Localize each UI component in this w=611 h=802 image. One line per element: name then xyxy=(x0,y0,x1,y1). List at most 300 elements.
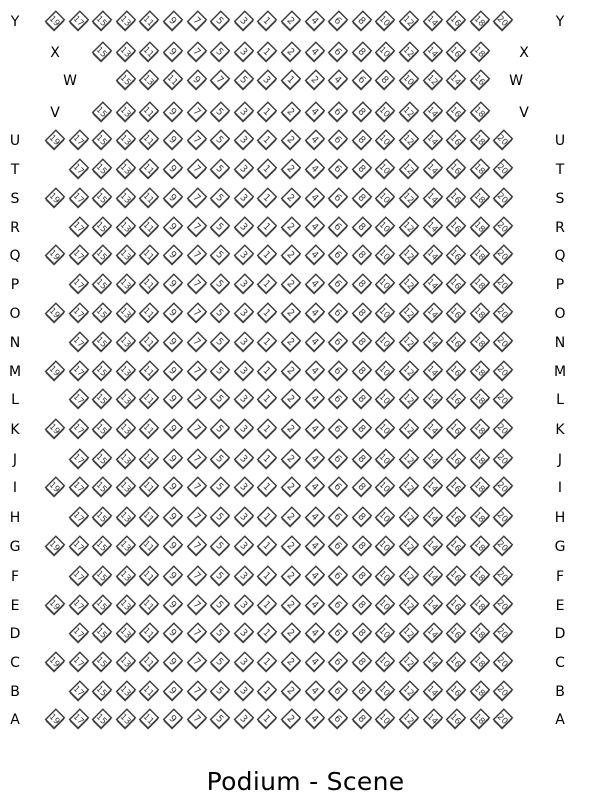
seat-t-7[interactable] xyxy=(185,158,209,182)
seat-l-17[interactable] xyxy=(67,388,91,412)
seat-j-8[interactable] xyxy=(350,448,374,472)
seat-y-9[interactable] xyxy=(161,10,185,34)
seat-i-10[interactable] xyxy=(373,476,397,500)
seat-d-10[interactable] xyxy=(373,622,397,646)
seat-c-8[interactable] xyxy=(350,651,374,675)
seat-i-16[interactable] xyxy=(444,476,468,500)
seat-k-20[interactable] xyxy=(491,418,515,442)
seat-u-17[interactable] xyxy=(67,129,91,153)
seat-c-7[interactable] xyxy=(185,651,209,675)
seat-x-10[interactable] xyxy=(373,41,397,65)
seat-u-3[interactable] xyxy=(232,129,256,153)
seat-r-2[interactable] xyxy=(279,216,303,240)
seat-x-13[interactable] xyxy=(114,41,138,65)
seat-e-16[interactable] xyxy=(444,594,468,618)
seat-j-18[interactable] xyxy=(468,448,492,472)
seat-p-12[interactable] xyxy=(397,273,421,297)
seat-d-20[interactable] xyxy=(491,622,515,646)
seat-n-10[interactable] xyxy=(373,331,397,355)
seat-k-19[interactable] xyxy=(43,418,67,442)
seat-g-8[interactable] xyxy=(350,535,374,559)
seat-b-3[interactable] xyxy=(232,680,256,704)
seat-e-9[interactable] xyxy=(161,594,185,618)
seat-q-12[interactable] xyxy=(397,244,421,268)
seat-b-13[interactable] xyxy=(114,680,138,704)
seat-c-20[interactable] xyxy=(491,651,515,675)
seat-r-16[interactable] xyxy=(444,216,468,240)
seat-s-5[interactable] xyxy=(208,187,232,211)
seat-n-17[interactable] xyxy=(67,331,91,355)
seat-o-10[interactable] xyxy=(373,302,397,326)
seat-n-9[interactable] xyxy=(161,331,185,355)
seat-e-3[interactable] xyxy=(232,594,256,618)
seat-k-5[interactable] xyxy=(208,418,232,442)
seat-q-5[interactable] xyxy=(208,244,232,268)
seat-x-15[interactable] xyxy=(90,41,114,65)
seat-p-16[interactable] xyxy=(444,273,468,297)
seat-y-10[interactable] xyxy=(373,10,397,34)
seat-n-13[interactable] xyxy=(114,331,138,355)
seat-a-2[interactable] xyxy=(279,708,303,732)
seat-g-16[interactable] xyxy=(444,535,468,559)
seat-k-3[interactable] xyxy=(232,418,256,442)
seat-e-13[interactable] xyxy=(114,594,138,618)
seat-i-3[interactable] xyxy=(232,476,256,500)
seat-e-20[interactable] xyxy=(491,594,515,618)
seat-m-9[interactable] xyxy=(161,360,185,384)
seat-r-11[interactable] xyxy=(137,216,161,240)
seat-n-18[interactable] xyxy=(468,331,492,355)
seat-i-20[interactable] xyxy=(491,476,515,500)
seat-r-6[interactable] xyxy=(326,216,350,240)
seat-p-14[interactable] xyxy=(421,273,445,297)
seat-d-12[interactable] xyxy=(397,622,421,646)
seat-k-1[interactable] xyxy=(255,418,279,442)
seat-j-12[interactable] xyxy=(397,448,421,472)
seat-m-8[interactable] xyxy=(350,360,374,384)
seat-p-3[interactable] xyxy=(232,273,256,297)
seat-w-8[interactable] xyxy=(373,69,397,93)
seat-k-4[interactable] xyxy=(303,418,327,442)
seat-g-11[interactable] xyxy=(137,535,161,559)
seat-f-15[interactable] xyxy=(90,565,114,589)
seat-l-10[interactable] xyxy=(373,388,397,412)
seat-c-12[interactable] xyxy=(397,651,421,675)
seat-a-3[interactable] xyxy=(232,708,256,732)
seat-h-6[interactable] xyxy=(326,506,350,530)
seat-l-15[interactable] xyxy=(90,388,114,412)
seat-s-7[interactable] xyxy=(185,187,209,211)
seat-m-14[interactable] xyxy=(421,360,445,384)
seat-o-8[interactable] xyxy=(350,302,374,326)
seat-r-17[interactable] xyxy=(67,216,91,240)
seat-l-7[interactable] xyxy=(185,388,209,412)
seat-b-16[interactable] xyxy=(444,680,468,704)
seat-u-1[interactable] xyxy=(255,129,279,153)
seat-r-15[interactable] xyxy=(90,216,114,240)
seat-b-11[interactable] xyxy=(137,680,161,704)
seat-s-9[interactable] xyxy=(161,187,185,211)
seat-i-1[interactable] xyxy=(255,476,279,500)
seat-e-1[interactable] xyxy=(255,594,279,618)
seat-l-20[interactable] xyxy=(491,388,515,412)
seat-p-6[interactable] xyxy=(326,273,350,297)
seat-e-17[interactable] xyxy=(67,594,91,618)
seat-l-9[interactable] xyxy=(161,388,185,412)
seat-u-14[interactable] xyxy=(421,129,445,153)
seat-g-3[interactable] xyxy=(232,535,256,559)
seat-y-11[interactable] xyxy=(137,10,161,34)
seat-p-15[interactable] xyxy=(90,273,114,297)
seat-v-14[interactable] xyxy=(421,101,445,125)
seat-o-20[interactable] xyxy=(491,302,515,326)
seat-y-1[interactable] xyxy=(255,10,279,34)
seat-b-9[interactable] xyxy=(161,680,185,704)
seat-p-1[interactable] xyxy=(255,273,279,297)
seat-p-17[interactable] xyxy=(67,273,91,297)
seat-t-14[interactable] xyxy=(421,158,445,182)
seat-p-7[interactable] xyxy=(185,273,209,297)
seat-d-11[interactable] xyxy=(137,622,161,646)
seat-x-4[interactable] xyxy=(303,41,327,65)
seat-w-1[interactable] xyxy=(279,69,303,93)
seat-y-18[interactable] xyxy=(468,10,492,34)
seat-e-10[interactable] xyxy=(373,594,397,618)
seat-k-7[interactable] xyxy=(185,418,209,442)
seat-r-7[interactable] xyxy=(185,216,209,240)
seat-c-13[interactable] xyxy=(114,651,138,675)
seat-n-20[interactable] xyxy=(491,331,515,355)
seat-v-16[interactable] xyxy=(444,101,468,125)
seat-a-19[interactable] xyxy=(43,708,67,732)
seat-h-9[interactable] xyxy=(161,506,185,530)
seat-l-4[interactable] xyxy=(303,388,327,412)
seat-g-18[interactable] xyxy=(468,535,492,559)
seat-s-8[interactable] xyxy=(350,187,374,211)
seat-c-9[interactable] xyxy=(161,651,185,675)
seat-q-13[interactable] xyxy=(114,244,138,268)
seat-p-18[interactable] xyxy=(468,273,492,297)
seat-i-12[interactable] xyxy=(397,476,421,500)
seat-a-16[interactable] xyxy=(444,708,468,732)
seat-c-11[interactable] xyxy=(137,651,161,675)
seat-a-17[interactable] xyxy=(67,708,91,732)
seat-n-16[interactable] xyxy=(444,331,468,355)
seat-t-20[interactable] xyxy=(491,158,515,182)
seat-l-12[interactable] xyxy=(397,388,421,412)
seat-y-8[interactable] xyxy=(350,10,374,34)
seat-m-6[interactable] xyxy=(326,360,350,384)
seat-q-20[interactable] xyxy=(491,244,515,268)
seat-s-12[interactable] xyxy=(397,187,421,211)
seat-e-2[interactable] xyxy=(279,594,303,618)
seat-u-18[interactable] xyxy=(468,129,492,153)
seat-o-1[interactable] xyxy=(255,302,279,326)
seat-f-13[interactable] xyxy=(114,565,138,589)
seat-q-17[interactable] xyxy=(67,244,91,268)
seat-d-8[interactable] xyxy=(350,622,374,646)
seat-g-13[interactable] xyxy=(114,535,138,559)
seat-u-15[interactable] xyxy=(90,129,114,153)
seat-u-4[interactable] xyxy=(303,129,327,153)
seat-o-4[interactable] xyxy=(303,302,327,326)
seat-j-9[interactable] xyxy=(161,448,185,472)
seat-n-14[interactable] xyxy=(421,331,445,355)
seat-a-18[interactable] xyxy=(468,708,492,732)
seat-q-11[interactable] xyxy=(137,244,161,268)
seat-l-11[interactable] xyxy=(137,388,161,412)
seat-v-12[interactable] xyxy=(397,101,421,125)
seat-d-4[interactable] xyxy=(303,622,327,646)
seat-h-14[interactable] xyxy=(421,506,445,530)
seat-y-19[interactable] xyxy=(43,10,67,34)
seat-v-18[interactable] xyxy=(468,101,492,125)
seat-j-17[interactable] xyxy=(67,448,91,472)
seat-c-15[interactable] xyxy=(90,651,114,675)
seat-x-9[interactable] xyxy=(161,41,185,65)
seat-c-6[interactable] xyxy=(326,651,350,675)
seat-p-4[interactable] xyxy=(303,273,327,297)
seat-x-14[interactable] xyxy=(421,41,445,65)
seat-e-11[interactable] xyxy=(137,594,161,618)
seat-i-4[interactable] xyxy=(303,476,327,500)
seat-j-3[interactable] xyxy=(232,448,256,472)
seat-t-10[interactable] xyxy=(373,158,397,182)
seat-g-12[interactable] xyxy=(397,535,421,559)
seat-y-12[interactable] xyxy=(397,10,421,34)
seat-v-6[interactable] xyxy=(326,101,350,125)
seat-i-11[interactable] xyxy=(137,476,161,500)
seat-t-13[interactable] xyxy=(114,158,138,182)
seat-m-1[interactable] xyxy=(255,360,279,384)
seat-s-2[interactable] xyxy=(279,187,303,211)
seat-a-10[interactable] xyxy=(373,708,397,732)
seat-c-19[interactable] xyxy=(43,651,67,675)
seat-q-1[interactable] xyxy=(255,244,279,268)
seat-o-2[interactable] xyxy=(279,302,303,326)
seat-r-5[interactable] xyxy=(208,216,232,240)
seat-m-17[interactable] xyxy=(67,360,91,384)
seat-w-9[interactable] xyxy=(185,69,209,93)
seat-b-6[interactable] xyxy=(326,680,350,704)
seat-i-14[interactable] xyxy=(421,476,445,500)
seat-a-12[interactable] xyxy=(397,708,421,732)
seat-f-16[interactable] xyxy=(444,565,468,589)
seat-k-8[interactable] xyxy=(350,418,374,442)
seat-s-16[interactable] xyxy=(444,187,468,211)
seat-e-5[interactable] xyxy=(208,594,232,618)
seat-x-18[interactable] xyxy=(468,41,492,65)
seat-c-17[interactable] xyxy=(67,651,91,675)
seat-b-10[interactable] xyxy=(373,680,397,704)
seat-m-4[interactable] xyxy=(303,360,327,384)
seat-j-2[interactable] xyxy=(279,448,303,472)
seat-c-1[interactable] xyxy=(255,651,279,675)
seat-x-8[interactable] xyxy=(350,41,374,65)
seat-f-8[interactable] xyxy=(350,565,374,589)
seat-v-7[interactable] xyxy=(185,101,209,125)
seat-m-2[interactable] xyxy=(279,360,303,384)
seat-o-6[interactable] xyxy=(326,302,350,326)
seat-m-20[interactable] xyxy=(491,360,515,384)
seat-l-5[interactable] xyxy=(208,388,232,412)
seat-w-14[interactable] xyxy=(444,69,468,93)
seat-b-18[interactable] xyxy=(468,680,492,704)
seat-s-6[interactable] xyxy=(326,187,350,211)
seat-h-1[interactable] xyxy=(255,506,279,530)
seat-i-6[interactable] xyxy=(326,476,350,500)
seat-i-18[interactable] xyxy=(468,476,492,500)
seat-n-3[interactable] xyxy=(232,331,256,355)
seat-d-3[interactable] xyxy=(232,622,256,646)
seat-g-15[interactable] xyxy=(90,535,114,559)
seat-d-18[interactable] xyxy=(468,622,492,646)
seat-i-7[interactable] xyxy=(185,476,209,500)
seat-k-16[interactable] xyxy=(444,418,468,442)
seat-s-19[interactable] xyxy=(43,187,67,211)
seat-h-2[interactable] xyxy=(279,506,303,530)
seat-r-9[interactable] xyxy=(161,216,185,240)
seat-t-5[interactable] xyxy=(208,158,232,182)
seat-f-5[interactable] xyxy=(208,565,232,589)
seat-f-4[interactable] xyxy=(303,565,327,589)
seat-v-4[interactable] xyxy=(303,101,327,125)
seat-s-11[interactable] xyxy=(137,187,161,211)
seat-h-5[interactable] xyxy=(208,506,232,530)
seat-p-20[interactable] xyxy=(491,273,515,297)
seat-b-5[interactable] xyxy=(208,680,232,704)
seat-e-19[interactable] xyxy=(43,594,67,618)
seat-o-9[interactable] xyxy=(161,302,185,326)
seat-d-6[interactable] xyxy=(326,622,350,646)
seat-m-19[interactable] xyxy=(43,360,67,384)
seat-w-2[interactable] xyxy=(303,69,327,93)
seat-p-8[interactable] xyxy=(350,273,374,297)
seat-t-8[interactable] xyxy=(350,158,374,182)
seat-u-2[interactable] xyxy=(279,129,303,153)
seat-g-2[interactable] xyxy=(279,535,303,559)
seat-h-16[interactable] xyxy=(444,506,468,530)
seat-q-18[interactable] xyxy=(468,244,492,268)
seat-u-20[interactable] xyxy=(491,129,515,153)
seat-w-12[interactable] xyxy=(421,69,445,93)
seat-i-9[interactable] xyxy=(161,476,185,500)
seat-n-7[interactable] xyxy=(185,331,209,355)
seat-s-1[interactable] xyxy=(255,187,279,211)
seat-p-10[interactable] xyxy=(373,273,397,297)
seat-h-10[interactable] xyxy=(373,506,397,530)
seat-j-1[interactable] xyxy=(255,448,279,472)
seat-k-9[interactable] xyxy=(161,418,185,442)
seat-k-14[interactable] xyxy=(421,418,445,442)
seat-f-14[interactable] xyxy=(421,565,445,589)
seat-j-16[interactable] xyxy=(444,448,468,472)
seat-m-11[interactable] xyxy=(137,360,161,384)
seat-p-13[interactable] xyxy=(114,273,138,297)
seat-h-3[interactable] xyxy=(232,506,256,530)
seat-s-3[interactable] xyxy=(232,187,256,211)
seat-j-14[interactable] xyxy=(421,448,445,472)
seat-v-11[interactable] xyxy=(137,101,161,125)
seat-r-12[interactable] xyxy=(397,216,421,240)
seat-n-1[interactable] xyxy=(255,331,279,355)
seat-e-14[interactable] xyxy=(421,594,445,618)
seat-r-3[interactable] xyxy=(232,216,256,240)
seat-v-10[interactable] xyxy=(373,101,397,125)
seat-i-8[interactable] xyxy=(350,476,374,500)
seat-e-12[interactable] xyxy=(397,594,421,618)
seat-y-2[interactable] xyxy=(279,10,303,34)
seat-q-7[interactable] xyxy=(185,244,209,268)
seat-o-7[interactable] xyxy=(185,302,209,326)
seat-f-11[interactable] xyxy=(137,565,161,589)
seat-f-7[interactable] xyxy=(185,565,209,589)
seat-g-7[interactable] xyxy=(185,535,209,559)
seat-h-8[interactable] xyxy=(350,506,374,530)
seat-x-11[interactable] xyxy=(137,41,161,65)
seat-v-5[interactable] xyxy=(208,101,232,125)
seat-y-5[interactable] xyxy=(208,10,232,34)
seat-o-17[interactable] xyxy=(67,302,91,326)
seat-j-13[interactable] xyxy=(114,448,138,472)
seat-t-16[interactable] xyxy=(444,158,468,182)
seat-g-1[interactable] xyxy=(255,535,279,559)
seat-m-18[interactable] xyxy=(468,360,492,384)
seat-n-6[interactable] xyxy=(326,331,350,355)
seat-o-5[interactable] xyxy=(208,302,232,326)
seat-m-10[interactable] xyxy=(373,360,397,384)
seat-l-13[interactable] xyxy=(114,388,138,412)
seat-s-20[interactable] xyxy=(491,187,515,211)
seat-o-3[interactable] xyxy=(232,302,256,326)
seat-l-8[interactable] xyxy=(350,388,374,412)
seat-a-7[interactable] xyxy=(185,708,209,732)
seat-r-14[interactable] xyxy=(421,216,445,240)
seat-o-13[interactable] xyxy=(114,302,138,326)
seat-p-11[interactable] xyxy=(137,273,161,297)
seat-d-5[interactable] xyxy=(208,622,232,646)
seat-b-7[interactable] xyxy=(185,680,209,704)
seat-c-3[interactable] xyxy=(232,651,256,675)
seat-f-12[interactable] xyxy=(397,565,421,589)
seat-t-6[interactable] xyxy=(326,158,350,182)
seat-w-10[interactable] xyxy=(397,69,421,93)
seat-l-16[interactable] xyxy=(444,388,468,412)
seat-b-14[interactable] xyxy=(421,680,445,704)
seat-a-5[interactable] xyxy=(208,708,232,732)
seat-w-6[interactable] xyxy=(350,69,374,93)
seat-k-6[interactable] xyxy=(326,418,350,442)
seat-u-6[interactable] xyxy=(326,129,350,153)
seat-n-4[interactable] xyxy=(303,331,327,355)
seat-p-2[interactable] xyxy=(279,273,303,297)
seat-c-4[interactable] xyxy=(303,651,327,675)
seat-h-7[interactable] xyxy=(185,506,209,530)
seat-k-18[interactable] xyxy=(468,418,492,442)
seat-o-18[interactable] xyxy=(468,302,492,326)
seat-q-10[interactable] xyxy=(373,244,397,268)
seat-x-6[interactable] xyxy=(326,41,350,65)
seat-h-4[interactable] xyxy=(303,506,327,530)
seat-i-15[interactable] xyxy=(90,476,114,500)
seat-k-17[interactable] xyxy=(67,418,91,442)
seat-x-5[interactable] xyxy=(208,41,232,65)
seat-i-2[interactable] xyxy=(279,476,303,500)
seat-c-14[interactable] xyxy=(421,651,445,675)
seat-a-9[interactable] xyxy=(161,708,185,732)
seat-k-11[interactable] xyxy=(137,418,161,442)
seat-x-7[interactable] xyxy=(185,41,209,65)
